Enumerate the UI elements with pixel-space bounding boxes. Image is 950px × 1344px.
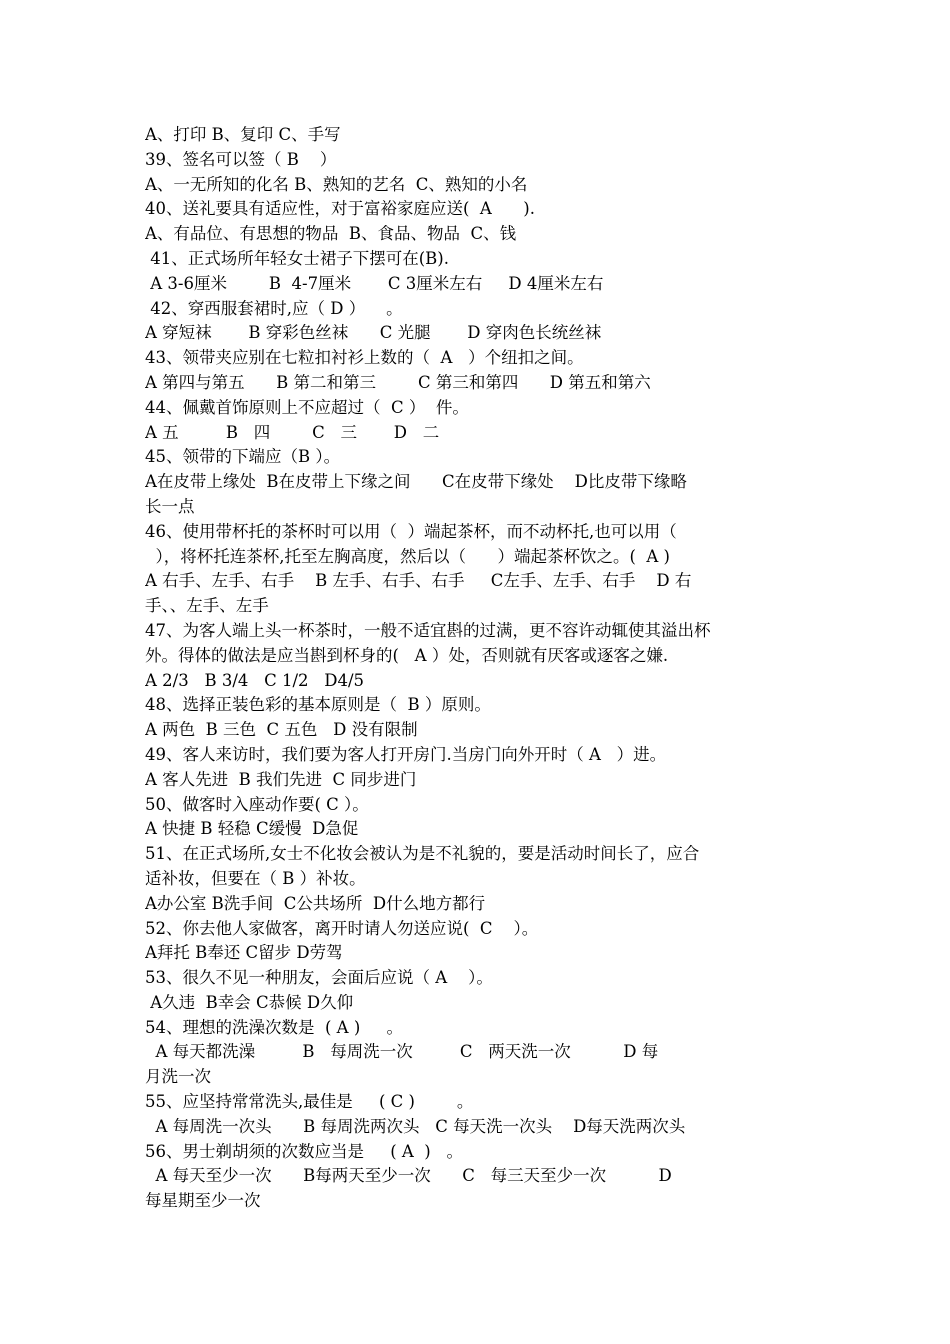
text-line: A拜托 B奉还 C留步 D劳驾 bbox=[145, 943, 343, 963]
text-line: A 每周洗一次头 B 每周洗两次头 C 每天洗一次头 D每天洗两次头 bbox=[145, 1116, 686, 1136]
text-line: A 两色 B 三色 C 五色 D 没有限制 bbox=[145, 720, 418, 740]
text-line: A 快捷 B 轻稳 C缓慢 D急促 bbox=[145, 819, 359, 839]
text-line: 45、领带的下端应（B ）。 bbox=[145, 447, 341, 467]
text-line: 44、佩戴首饰原则上不应超过（ C ） 件。 bbox=[145, 397, 469, 417]
text-line: 50、做客时入座动作要( C ）。 bbox=[145, 794, 369, 814]
text-line: A、打印 B、复印 C、手写 bbox=[145, 125, 341, 144]
text-line: 41、正式场所年轻女士裙子下摆可在(B). bbox=[145, 248, 449, 268]
text-line: ），将杯托连茶杯,托至左胸高度，然后以（ ）端起茶杯饮之。( A ) bbox=[145, 546, 670, 566]
text-line: 48、选择正装色彩的基本原则是（ B ）原则。 bbox=[145, 695, 491, 715]
text-line: A 五 B 四 C 三 D 二 bbox=[145, 422, 440, 442]
text-line: 51、在正式场所,女士不化妆会被认为是不礼貌的，要是活动时间长了，应合 bbox=[145, 844, 700, 864]
text-line: 39、签名可以签（ B ） bbox=[145, 149, 337, 169]
text-line: A 3-6厘米 B 4-7厘米 C 3厘米左右 D 4厘米左右 bbox=[145, 273, 604, 293]
text-line: A 每天都洗澡 B 每周洗一次 C 两天洗一次 D 每 bbox=[145, 1042, 659, 1062]
text-line: 52、你去他人家做客，离开时请人勿送应说( C ）。 bbox=[145, 918, 539, 938]
text-line: A、有品位、有思想的物品 B、食品、物品 C、钱 bbox=[145, 224, 517, 244]
text-line: A办公室 B洗手间 C公共场所 D什么地方都行 bbox=[145, 893, 486, 913]
text-line: 月洗一次 bbox=[145, 1067, 211, 1087]
text-line: A在皮带上缘处 B在皮带上下缘之间 C在皮带下缘处 D比皮带下缘略 bbox=[145, 472, 687, 492]
text-line: A久违 B幸会 C恭候 D久仰 bbox=[145, 992, 354, 1012]
text-line: 外。得体的做法是应当斟到杯身的( A ）处，否则就有厌客或逐客之嫌. bbox=[145, 645, 669, 665]
text-line: 56、男士剃胡须的次数应当是 ( A ) 。 bbox=[145, 1141, 463, 1161]
text-line: A 穿短袜 B 穿彩色丝袜 C 光腿 D 穿肉色长统丝袜 bbox=[145, 323, 602, 343]
text-line: A 第四与第五 B 第二和第三 C 第三和第四 D 第五和第六 bbox=[145, 372, 651, 392]
text-line: 55、应坚持常常洗头,最佳是 ( C ) 。 bbox=[145, 1092, 474, 1112]
text-line: A 2/3 B 3/4 C 1/2 D4/5 bbox=[145, 670, 365, 690]
text-line: A 客人先进 B 我们先进 C 同步进门 bbox=[145, 769, 417, 789]
text-line: 49、客人来访时，我们要为客人打开房门.当房门向外开时（ A ）进。 bbox=[145, 744, 667, 764]
text-line: 46、使用带杯托的茶杯时可以用（ ）端起茶杯，而不动杯托,也可以用（ bbox=[145, 521, 677, 541]
text-line: 54、理想的洗澡次数是 ( A ) 。 bbox=[145, 1017, 403, 1037]
text-line: 每星期至少一次 bbox=[145, 1191, 261, 1211]
text-line: 40、送礼要具有适应性，对于富裕家庭应送( A ). bbox=[145, 199, 535, 219]
text-line: 长一点 bbox=[145, 496, 195, 516]
text-line: 43、领带夹应别在七粒扣衬衫上数的（ A ）个纽扣之间。 bbox=[145, 348, 584, 368]
document-body bbox=[145, 123, 805, 1214]
text-line: A 右手、左手、右手 B 左手、右手、右手 C左手、左手、右手 D 右 bbox=[145, 571, 692, 591]
text-line: 42、穿西服套裙时,应（ D ） 。 bbox=[145, 298, 403, 318]
text-line: 手、、左手、左手 bbox=[145, 596, 269, 616]
text-line: A 每天至少一次 B每两天至少一次 C 每三天至少一次 D bbox=[145, 1166, 672, 1186]
text-line: A、一无所知的化名 B、熟知的艺名 C、熟知的小名 bbox=[145, 174, 528, 194]
text-line: 适补妆，但要在（ B ）补妆。 bbox=[145, 868, 366, 888]
text-line: 47、为客人端上头一杯茶时，一般不适宜斟的过满，更不容许动辄使其溢出杯 bbox=[145, 620, 711, 640]
text-line: 53、很久不见一种朋友，会面后应说（ A ）。 bbox=[145, 968, 493, 988]
